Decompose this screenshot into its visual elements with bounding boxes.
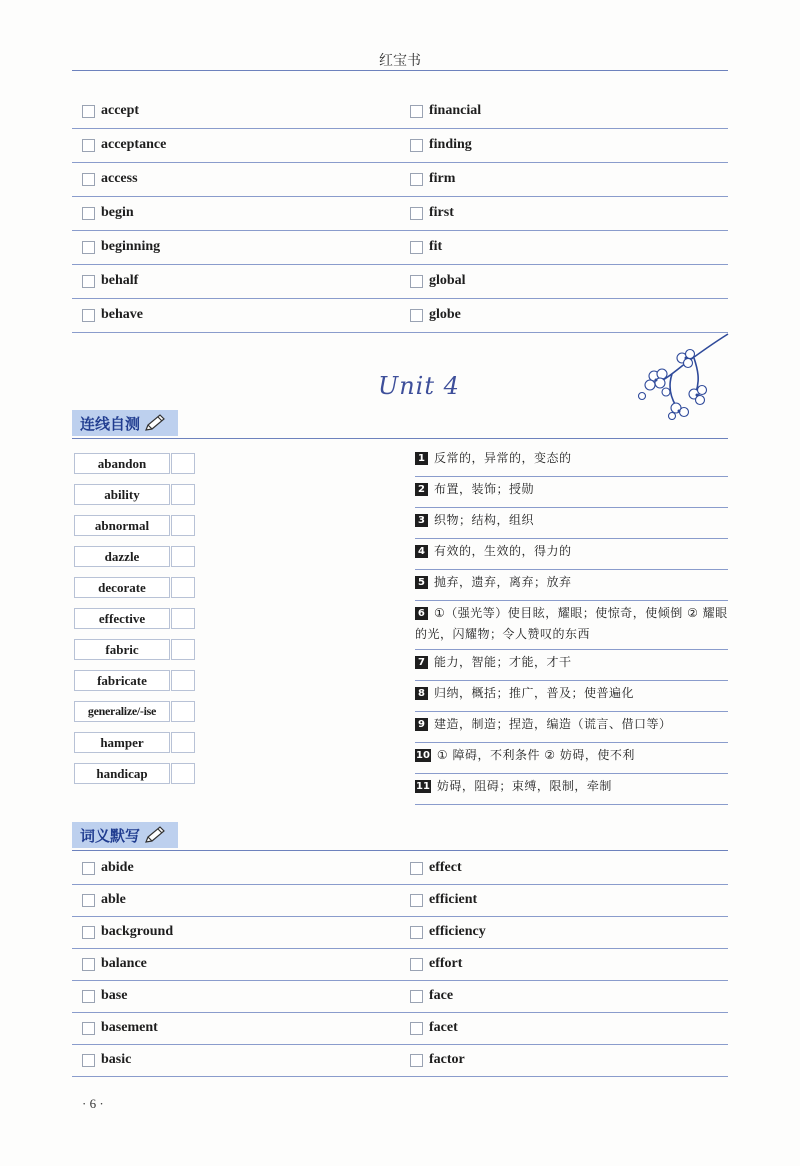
checkbox[interactable] — [410, 990, 423, 1003]
pencil-icon — [144, 414, 166, 432]
vocab-word: factor — [429, 1052, 465, 1067]
vocab-row — [72, 128, 728, 163]
definition-number: 10 — [416, 750, 430, 761]
match-word: hamper — [74, 732, 170, 753]
unit-title: Unit 4 — [378, 372, 460, 400]
definition-text: 抛弃，遗弃，离弃；放弃 — [434, 575, 572, 589]
section-tab — [72, 410, 178, 436]
checkbox[interactable] — [410, 275, 423, 288]
checkbox[interactable] — [82, 173, 95, 186]
checkbox[interactable] — [410, 105, 423, 118]
definition-row — [415, 652, 728, 681]
definition-row — [415, 776, 728, 805]
vocab-row — [72, 884, 728, 917]
vocab-word: base — [101, 988, 128, 1003]
definition-number: 1 — [415, 452, 428, 465]
definition-text: ①（强光等）使目眩，耀眼；使惊奇，使倾倒 ② 耀眼的光，闪耀物；令人赞叹的东西 — [415, 606, 728, 641]
vocab-row — [72, 196, 728, 231]
definition-number: 11 — [416, 781, 430, 792]
vocab-word: effort — [429, 956, 463, 971]
checkbox[interactable] — [82, 926, 95, 939]
page-header-title: 红宝书 — [379, 53, 421, 69]
vocab-word: begin — [101, 205, 134, 220]
definition-row — [415, 479, 728, 508]
checkbox[interactable] — [82, 139, 95, 152]
checkbox[interactable] — [410, 207, 423, 220]
definition-number: 8 — [415, 687, 428, 700]
answer-box[interactable] — [171, 763, 195, 784]
meaning-section-header — [72, 822, 728, 851]
vocab-row — [72, 230, 728, 265]
checkbox[interactable] — [82, 275, 95, 288]
vocab-word: able — [101, 892, 126, 907]
vocab-word: fit — [429, 239, 443, 254]
section-label: 连线自测 — [80, 414, 141, 433]
vocab-word: finding — [429, 137, 472, 152]
definition-text: 布置，装饰；授勋 — [434, 482, 535, 496]
vocab-row — [72, 1044, 728, 1077]
definition-text: 有效的，生效的，得力的 — [434, 544, 572, 558]
checkbox[interactable] — [82, 1022, 95, 1035]
vocab-word: access — [101, 171, 138, 186]
definition-text: ① 障碍，不利条件 ② 妨碍，使不利 — [436, 748, 635, 762]
checkbox[interactable] — [82, 105, 95, 118]
checkbox[interactable] — [410, 862, 423, 875]
section-label: 词义默写 — [80, 826, 141, 845]
checkbox[interactable] — [410, 1054, 423, 1067]
match-word: dazzle — [74, 546, 170, 567]
vocab-word: financial — [429, 103, 482, 118]
vocab-word: effect — [429, 860, 462, 875]
answer-box[interactable] — [171, 732, 195, 753]
definition-row — [415, 541, 728, 570]
definition-row — [415, 683, 728, 712]
match-word: effective — [74, 608, 170, 629]
match-word: fabricate — [74, 670, 170, 691]
vocab-word: acceptance — [101, 137, 167, 152]
vocab-word: beginning — [101, 239, 161, 254]
vocab-word: balance — [101, 956, 147, 971]
vocab-word: background — [101, 924, 174, 939]
section-tab — [72, 822, 178, 848]
vocab-word: behalf — [101, 273, 139, 288]
vocab-word: efficiency — [429, 924, 486, 939]
answer-box[interactable] — [171, 639, 195, 660]
page-number: · 6 · — [82, 1096, 104, 1111]
definition-number: 2 — [415, 483, 428, 496]
checkbox[interactable] — [82, 862, 95, 875]
checkbox[interactable] — [82, 207, 95, 220]
vocab-row — [72, 264, 728, 299]
vocab-row — [72, 162, 728, 197]
checkbox[interactable] — [410, 1022, 423, 1035]
vocab-word: face — [429, 988, 454, 1003]
definition-row — [415, 714, 728, 743]
answer-box[interactable] — [171, 515, 195, 536]
answer-box[interactable] — [171, 453, 195, 474]
definition-text: 归纳，概括；推广，普及；使普遍化 — [434, 686, 635, 700]
answer-box[interactable] — [171, 608, 195, 629]
match-section-header — [72, 410, 728, 439]
checkbox[interactable] — [410, 926, 423, 939]
match-word: abandon — [74, 453, 170, 474]
vocab-word: facet — [429, 1020, 458, 1035]
definition-row — [415, 510, 728, 539]
definition-number: 3 — [415, 514, 428, 527]
definition-text: 能力，智能；才能，才干 — [434, 655, 572, 669]
definition-row — [415, 745, 728, 774]
checkbox[interactable] — [82, 958, 95, 971]
checkbox[interactable] — [410, 173, 423, 186]
vocab-word: first — [429, 205, 454, 220]
checkbox[interactable] — [410, 241, 423, 254]
checkbox[interactable] — [410, 958, 423, 971]
vocab-word: abide — [101, 860, 134, 875]
header-rule — [72, 70, 728, 71]
vocab-row — [72, 298, 728, 333]
answer-box[interactable] — [171, 484, 195, 505]
answer-box[interactable] — [171, 546, 195, 567]
vocab-word: basement — [101, 1020, 158, 1035]
definition-row — [415, 603, 728, 650]
vocab-word: behave — [101, 307, 143, 322]
definition-number: 5 — [415, 576, 428, 589]
definition-row — [415, 572, 728, 601]
definition-number: 4 — [415, 545, 428, 558]
pencil-icon — [144, 826, 166, 844]
vocab-row — [72, 980, 728, 1013]
vocab-word: globe — [429, 307, 461, 322]
vocab-row — [72, 948, 728, 981]
match-word: decorate — [74, 577, 170, 598]
definition-text: 妨碍，阻碍；束缚，限制，牵制 — [436, 779, 612, 793]
definition-text: 织物；结构，组织 — [434, 513, 535, 527]
match-word: fabric — [74, 639, 170, 660]
match-word: ability — [74, 484, 170, 505]
vocab-row — [72, 916, 728, 949]
checkbox[interactable] — [410, 139, 423, 152]
answer-box[interactable] — [171, 577, 195, 598]
vocab-word: global — [429, 273, 466, 288]
checkbox[interactable] — [82, 990, 95, 1003]
vocab-word: basic — [101, 1052, 132, 1067]
vocab-word: firm — [429, 171, 456, 186]
vocab-row — [72, 94, 728, 129]
checkbox[interactable] — [82, 241, 95, 254]
definition-number: 9 — [415, 718, 428, 731]
vocab-row — [72, 852, 728, 885]
answer-box[interactable] — [171, 701, 195, 722]
checkbox[interactable] — [82, 309, 95, 322]
blossom-branch-icon — [632, 330, 732, 420]
vocab-word: efficient — [429, 892, 478, 907]
definition-text: 建造，制造；捏造，编造（谎言、借口等） — [434, 717, 672, 731]
definition-number: 6 — [415, 607, 428, 620]
match-word: handicap — [74, 763, 170, 784]
vocab-word: accept — [101, 103, 140, 118]
checkbox[interactable] — [410, 309, 423, 322]
checkbox[interactable] — [82, 894, 95, 907]
definition-number: 7 — [415, 656, 428, 669]
match-word: abnormal — [74, 515, 170, 536]
definition-row — [415, 448, 728, 477]
definition-text: 反常的，异常的，变态的 — [434, 451, 572, 465]
checkbox[interactable] — [410, 894, 423, 907]
vocab-row — [72, 1012, 728, 1045]
checkbox[interactable] — [82, 1054, 95, 1067]
match-word: generalize/-ise — [74, 701, 170, 722]
answer-box[interactable] — [171, 670, 195, 691]
